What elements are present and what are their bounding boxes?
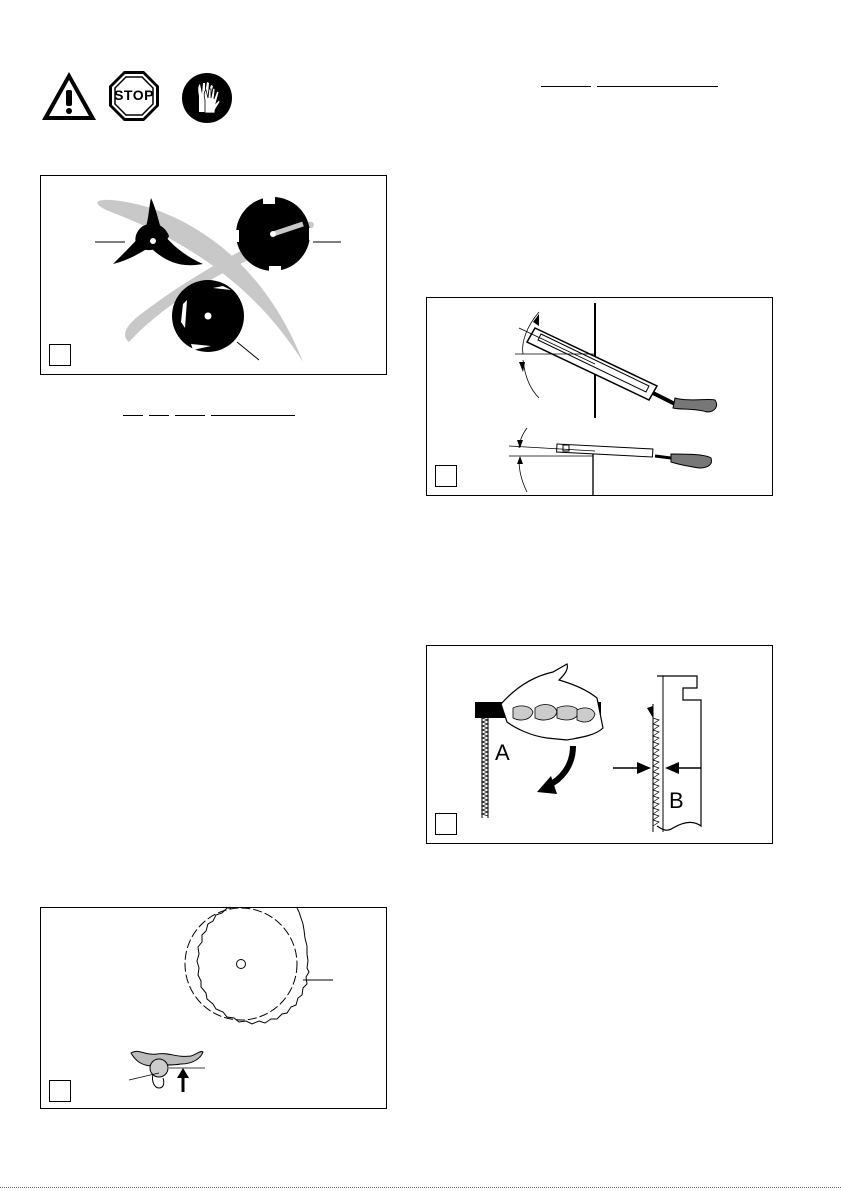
stop-sign-label: STOP xyxy=(114,87,154,103)
figure-saw-blade xyxy=(40,907,387,1109)
figure-blade-types xyxy=(40,175,387,375)
heading-underline xyxy=(541,86,591,87)
section-underline xyxy=(175,415,205,416)
figure-number-box xyxy=(49,344,71,366)
page-bottom-border xyxy=(0,1187,841,1188)
figure-number-box xyxy=(435,465,457,487)
label-b: B xyxy=(669,788,684,813)
figure-file-angle xyxy=(426,297,773,496)
section-underline xyxy=(123,415,143,416)
gloves-icon xyxy=(181,72,233,124)
stop-sign-icon xyxy=(108,70,160,122)
label-a: A xyxy=(495,740,510,765)
figure-number-box xyxy=(49,1080,71,1102)
figure-number-box xyxy=(435,813,457,835)
section-underline xyxy=(211,415,295,416)
warning-triangle-icon xyxy=(40,70,98,122)
heading-underline xyxy=(597,86,718,87)
figure-setting-tool xyxy=(426,645,773,844)
section-underline xyxy=(149,415,169,416)
